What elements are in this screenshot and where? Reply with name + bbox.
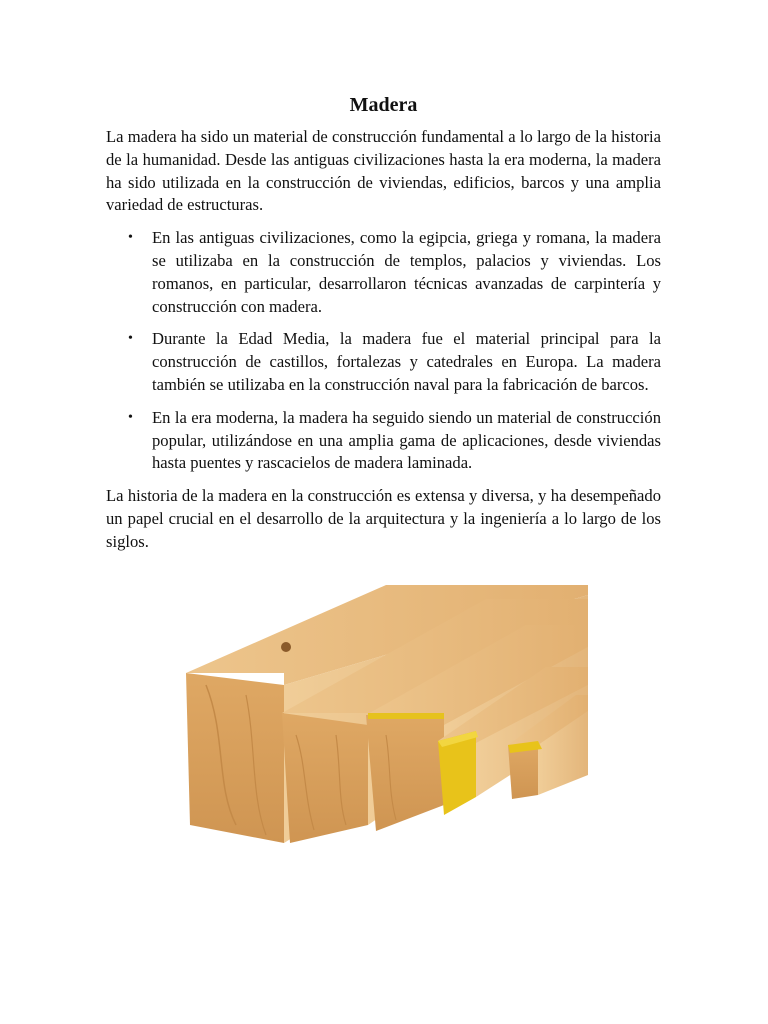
bullet-list: [106, 227, 661, 475]
bullet-text: En la era moderna, la madera ha seguido siendo un material de construcción popular, utilizándose en una amplia gama de aplicaciones, desde viviendas hasta puentes y rascacielos de madera laminada.: [152, 407, 661, 473]
bullet-item: [106, 407, 661, 475]
bullet-text: Durante la Edad Media, la madera fue el material principal para la construcción de castillos, fortalezas y catedrales en Europa. La madera también se utilizaba en la construcción naval para la fabricación de barcos.: [152, 329, 661, 394]
document-title: Madera: [349, 94, 418, 116]
lumber-beams-illustration: [186, 585, 588, 857]
intro-paragraph: La madera ha sido un material de construcción fundamental a lo largo de la historia de la humanidad. Desde las antiguas civilizaciones hasta la era moderna, la madera ha sido utilizada en la construcción de viviendas, edificios, barcos y una amplia variedad de estructuras.: [106, 127, 661, 215]
bullet-item: [106, 328, 661, 396]
conclusion-paragraph: La historia de la madera en la construcción es extensa y diversa, y ha desempeñado un papel crucial en el desarrollo de la arquitectura y la ingeniería a lo largo de los siglos.: [106, 486, 661, 551]
bullet-item: [106, 227, 661, 318]
bullet-icon: •: [128, 331, 133, 347]
bullet-icon: •: [128, 230, 133, 246]
bullet-text: En las antiguas civilizaciones, como la egipcia, griega y romana, la madera se utilizaba en la construcción de templos, palacios y viviendas. Los romanos, en particular, desarrollaron técnicas avanzadas de carpintería y construcción con madera.: [152, 228, 661, 316]
document-page: [106, 90, 661, 554]
lumber-beams-image: [186, 585, 588, 857]
bullet-icon: •: [128, 409, 133, 425]
